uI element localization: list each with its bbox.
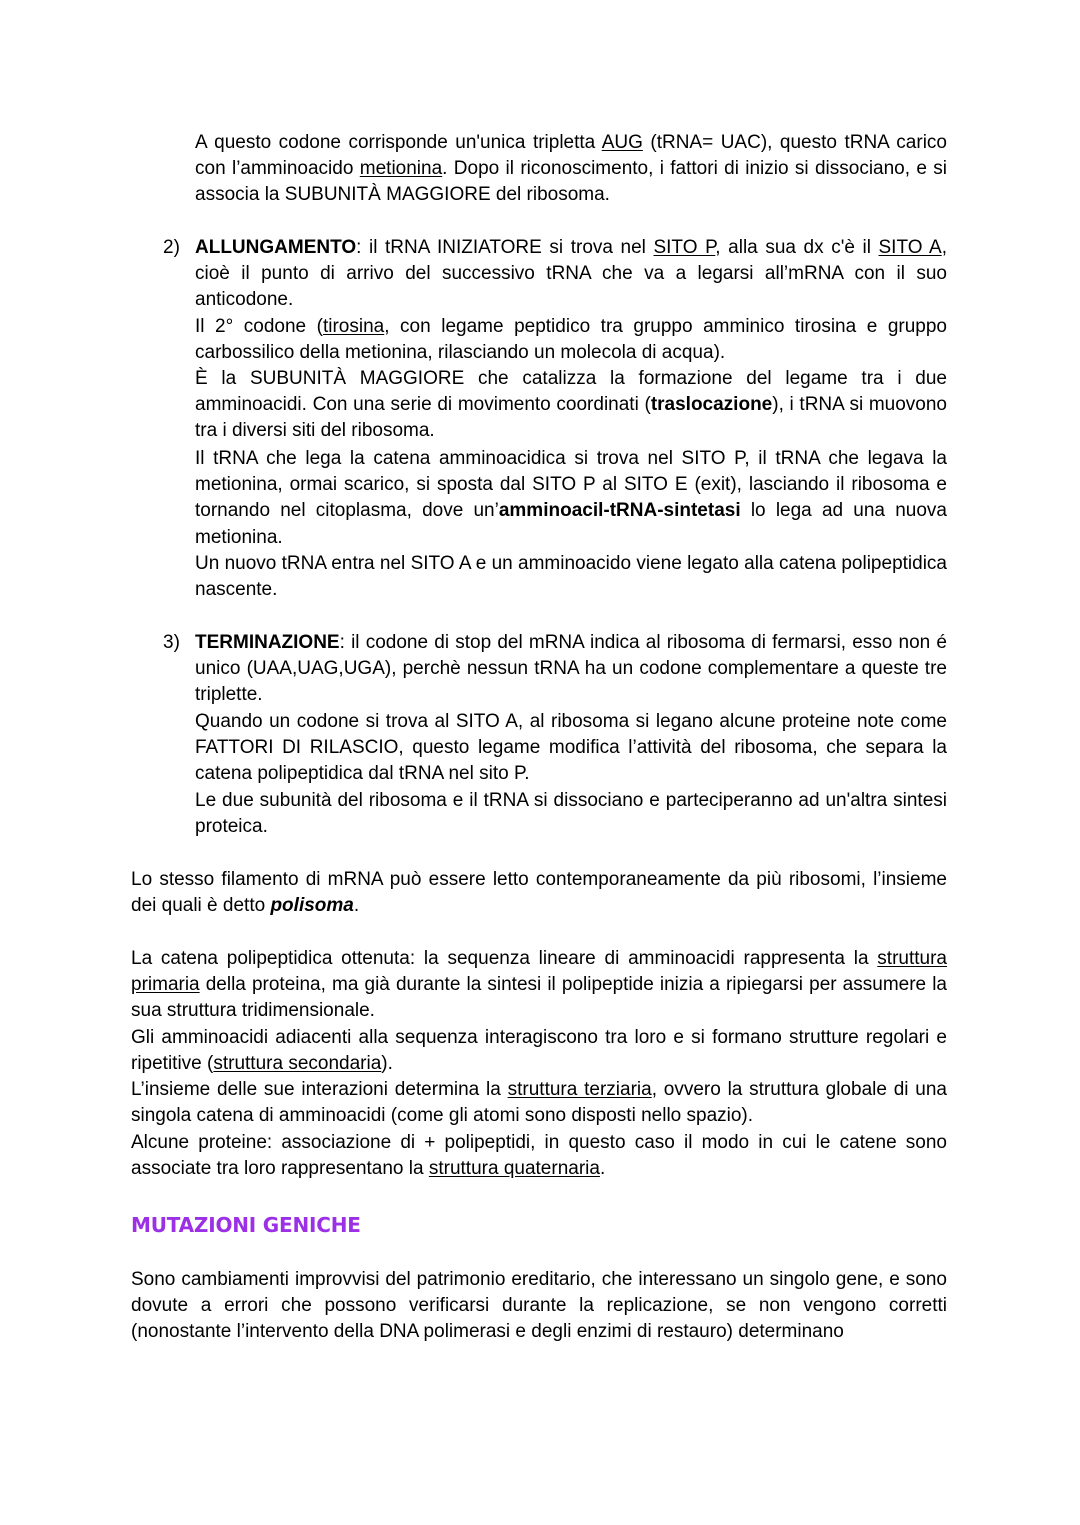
sito-p-term: SITO P xyxy=(653,237,716,258)
step-2-p2-text-a: Il 2° codone ( xyxy=(195,316,323,337)
intro-text-2: (tRNA= UAC), questo tRNA carico con l’amminoacido xyxy=(195,132,947,180)
step-3-paragraph-2: Quando un codone si trova al SITO A, al ribosoma si legano alcune proteine note come FATTORI DI RILASCIO, questo legame modifica l’attività del ribosoma, che separa la catena polipeptidica dal tRNA nel sito P. xyxy=(195,711,947,785)
struttura-terziaria-paragraph xyxy=(131,1077,947,1129)
step-2-p3-text-c: ), i tRNA si muovono tra i diversi siti del ribosoma. xyxy=(195,394,948,442)
polisoma-text-c: . xyxy=(353,895,360,917)
step-2-paragraph-2 xyxy=(195,314,947,366)
struttura-text-a: La catena polipeptidica ottenuta: la sequenza lineare di amminoacidi rappresenta la xyxy=(131,948,878,969)
struttura-quaternaria-paragraph xyxy=(131,1130,947,1182)
struttura-secondaria-term: struttura secondaria xyxy=(213,1053,382,1075)
step-3-text-1: : il codone di stop del mRNA indica al ribosoma di fermarsi, esso non é unico (UAA,UAG,UGA), perchè nessun tRNA ha un codone complementare a queste tre triplette. xyxy=(195,632,947,706)
step-2-p4-text-a: Il tRNA che lega la catena amminoacidica si trova nel SITO P, il tRNA che legava la metionina, ormai scarico, si sposta dal SITO P al SITO E (exit), lasciando il ribosoma e tornando nel citoplasma, dove un’ xyxy=(195,448,947,522)
step-2-text-1: : il tRNA INIZIATORE si trova nel xyxy=(356,237,654,258)
step-2-p4-text-c: lo lega ad una nuova metionina. xyxy=(195,500,947,548)
struttura-text-e: L’insieme delle sue interazioni determina la xyxy=(131,1079,508,1100)
aug-codon: AUG xyxy=(601,132,643,153)
sito-a-term: SITO A xyxy=(878,237,942,258)
struttura-secondaria-paragraph xyxy=(131,1025,947,1077)
step-2-p3-text-a: È la SUBUNITÀ MAGGIORE che catalizza la formazione del legame tra i due amminoacidi. Con una serie di movimento coordinati ( xyxy=(195,368,947,416)
step-2-p2-text-b: , con legame peptidico tra gruppo amminico tirosina e gruppo carbossilico della metionina, rilasciando un molecola di acqua). xyxy=(195,316,948,364)
tirosina-term: tirosina xyxy=(322,316,385,337)
step-2-paragraph-4 xyxy=(195,446,947,551)
traslocazione-term: traslocazione xyxy=(650,394,773,416)
struttura-terziaria-term: struttura terziaria xyxy=(507,1079,652,1100)
struttura-primaria-paragraph xyxy=(131,946,947,1025)
step-2-paragraph-1 xyxy=(195,235,947,314)
polisoma-text-a: Lo stesso filamento di mRNA può essere letto contemporaneamente da più ribosomi, l’insieme dei quali è detto xyxy=(131,869,947,917)
step-2-paragraph-3 xyxy=(195,366,947,445)
struttura-quaternaria-term: struttura quaternaria xyxy=(428,1158,600,1180)
struttura-primaria-term: struttura primaria xyxy=(131,948,947,996)
struttura-text-c: Gli amminoacidi adiacenti alla sequenza interagiscono tra loro e si formano strutture regolari e ripetitive ( xyxy=(131,1027,947,1075)
step-2-text-3: , cioè il punto di arrivo del successivo tRNA che va a legarsi all’mRNA con il suo anticodone. xyxy=(195,237,947,311)
step-2-title: ALLUNGAMENTO xyxy=(195,237,357,258)
polisoma-paragraph xyxy=(131,867,947,919)
intro-text-3: . Dopo il riconoscimento, i fattori di inizio si dissociano, e si associa la SUBUNITÀ MAGGIORE del ribosoma. xyxy=(195,158,947,206)
step-3-paragraph-3: Le due subunità del ribosoma e il tRNA si dissociano e parteciperanno ad un'altra sintesi proteica. xyxy=(195,790,947,838)
sintetasi-term: amminoacil-tRNA-sintetasi xyxy=(498,500,741,522)
struttura-text-b: della proteina, ma già durante la sintesi il polipeptide inizia a ripiegarsi per assumere la sua struttura tridimensionale. xyxy=(131,974,947,1022)
step-2-paragraph-5: Un nuovo tRNA entra nel SITO A e un amminoacido viene legato alla catena polipeptidica nascente. xyxy=(195,553,947,601)
intro-paragraph xyxy=(195,130,947,209)
step-3-paragraph-1 xyxy=(195,630,947,709)
intro-text-1: A questo codone corrisponde un'unica tripletta xyxy=(195,132,602,153)
metionina-term: metionina xyxy=(359,158,443,180)
step-2-number: 2) xyxy=(163,237,180,258)
struttura-text-f: , ovvero la struttura globale di una singola catena di amminoacidi (come gli atomi sono disposti nello spazio). xyxy=(131,1079,947,1127)
struttura-text-g: Alcune proteine: associazione di + polipeptidi, in questo caso il modo in cui le catene sono associate tra loro rappresentano la xyxy=(131,1132,947,1180)
step-2-text-2: , alla sua dx c'è il xyxy=(715,237,879,258)
struttura-text-h: . xyxy=(599,1158,606,1180)
step-3-number: 3) xyxy=(163,632,180,653)
struttura-text-d: ). xyxy=(381,1053,393,1075)
mutazioni-paragraph: Sono cambiamenti improvvisi del patrimonio ereditario, che interessano un singolo gene, e sono dovute a errori che possono verificarsi durante la replicazione, se non vengono corretti (nonostante l’intervento della DNA polimerasi e degli enzimi di restauro) determinano xyxy=(131,1269,947,1343)
mutazioni-heading: MUTAZIONI GENICHE xyxy=(131,1213,361,1237)
step-3-title: TERMINAZIONE xyxy=(195,632,340,653)
polisoma-term: polisoma xyxy=(270,895,354,917)
